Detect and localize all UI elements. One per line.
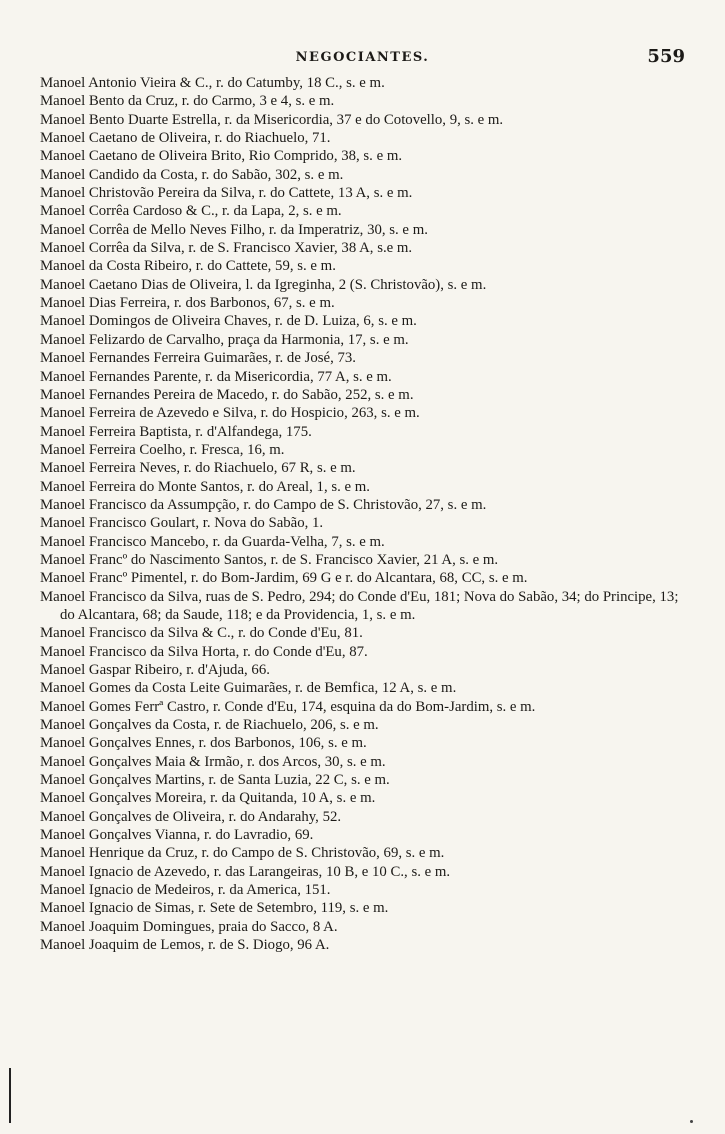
list-item: Manoel Gonçalves da Costa, r. de Riachuelo, 206, s. e m. — [40, 717, 379, 734]
list-item: Manoel Ignacio de Azevedo, r. das Larangeiras, 10 B, e 10 C., s. e m. — [40, 863, 451, 880]
list-item: Manoel da Costa Ribeiro, r. do Cattete, 59, s. e m. — [40, 258, 336, 275]
list-item: Manoel Ferreira do Monte Santos, r. do Areal, 1, s. e m. — [40, 478, 370, 495]
list-item: Manoel Dias Ferreira, r. dos Barbonos, 67, s. e m. — [40, 295, 335, 312]
list-item: Manoel Joaquim Domingues, praia do Sacco, 8 A. — [40, 918, 338, 935]
list-item: Manoel Ferreira Coelho, r. Fresca, 16, m. — [40, 441, 285, 458]
list-item: Manoel Francisco da Assumpção, r. do Campo de S. Christovão, 27, s. e m. — [40, 496, 487, 513]
list-item: Manoel Corrêa Cardoso & C., r. da Lapa, 2, s. e m. — [40, 203, 342, 220]
list-item: Manoel Fernandes Pereira de Macedo, r. do Sabão, 252, s. e m. — [40, 386, 414, 403]
margin-rule — [9, 1068, 11, 1123]
list-item: Manoel Fernandes Ferreira Guimarães, r. de José, 73. — [40, 350, 356, 367]
list-item: Manoel Francisco da Silva, ruas de S. Pedro, 294; do Conde d'Eu, 181; Nova do Sabão, 34; do Principe, 13; do Alcantara, 68; da Saude, 118; e da Providencia, 1, s. e m. — [40, 588, 679, 623]
list-item: Manoel Francisco da Silva & C., r. do Conde d'Eu, 81. — [40, 625, 363, 642]
list-item: Manoel Gaspar Ribeiro, r. d'Ajuda, 66. — [40, 662, 270, 678]
page-number: 559 — [647, 46, 685, 67]
list-item: Manoel Fernandes Parente, r. da Misericordia, 77 A, s. e m. — [40, 368, 392, 385]
merchant-list — [40, 74, 685, 955]
list-item: Manoel Gonçalves Vianna, r. do Lavradio, 69. — [40, 827, 314, 844]
list-item: Manoel Christovão Pereira da Silva, r. do Cattete, 13 A, s. e m. — [40, 185, 413, 202]
list-item: Manoel Gonçalves Maia & Irmão, r. dos Arcos, 30, s. e m. — [40, 753, 386, 770]
list-item: Manoel Joaquim de Lemos, r. de S. Diogo, 96 A. — [40, 937, 330, 954]
list-item: Manoel Corrêa da Silva, r. de S. Francisco Xavier, 38 A, s.e m. — [40, 240, 413, 257]
list-item: Manoel Felizardo de Carvalho, praça da Harmonia, 17, s. e m. — [40, 331, 409, 348]
list-item: Manoel Gonçalves Moreira, r. da Quitanda, 10 A, s. e m. — [40, 790, 376, 807]
list-item: Manoel Ferreira Baptista, r. d'Alfandega, 175. — [40, 423, 312, 440]
list-item: Manoel Gomes Ferrª Castro, r. Conde d'Eu, 174, esquina da do Bom-Jardim, s. e m. — [40, 698, 536, 715]
list-item: Manoel Henrique da Cruz, r. do Campo de S. Christovão, 69, s. e m. — [40, 845, 445, 862]
list-item: Manoel Gonçalves Martins, r. de Santa Luzia, 22 C, s. e m. — [40, 772, 390, 789]
list-item: Manoel Corrêa de Mello Neves Filho, r. da Imperatriz, 30, s. e m. — [40, 221, 428, 238]
page-header — [40, 46, 685, 72]
list-item: Manoel Francisco Mancebo, r. da Guarda-Velha, 7, s. e m. — [40, 533, 385, 550]
list-item: Manoel Bento da Cruz, r. do Carmo, 3 e 4, s. e m. — [40, 93, 335, 110]
list-item: Manoel Francº Pimentel, r. do Bom-Jardim, 69 G e r. do Alcantara, 68, CC, s. e m. — [40, 570, 528, 587]
list-item: Manoel Gonçalves de Oliveira, r. do Andarahy, 52. — [40, 808, 342, 825]
running-title: NEGOCIANTES. — [295, 50, 430, 65]
list-item: Manoel Caetano de Oliveira, r. do Riachuelo, 71. — [40, 130, 331, 147]
list-item: Manoel Caetano de Oliveira Brito, Rio Comprido, 38, s. e m. — [40, 148, 403, 165]
list-item: Manoel Antonio Vieira & C., r. do Catumby, 18 C., s. e m. — [40, 75, 385, 91]
list-item: Manoel Francisco Goulart, r. Nova do Sabão, 1. — [40, 515, 324, 532]
list-item: Manoel Domingos de Oliveira Chaves, r. de D. Luiza, 6, s. e m. — [40, 313, 417, 330]
list-item: Manoel Gonçalves Ennes, r. dos Barbonos, 106, s. e m. — [40, 735, 367, 752]
list-item: Manoel Ferreira Neves, r. do Riachuelo, 67 R, s. e m. — [40, 460, 356, 477]
list-item: Manoel Ferreira de Azevedo e Silva, r. do Hospicio, 263, s. e m. — [40, 405, 420, 422]
paper-speck — [690, 1120, 693, 1123]
list-item: Manoel Francisco da Silva Horta, r. do Conde d'Eu, 87. — [40, 643, 368, 660]
list-item: Manoel Candido da Costa, r. do Sabão, 302, s. e m. — [40, 166, 344, 183]
list-item: Manoel Gomes da Costa Leite Guimarães, r. de Bemfica, 12 A, s. e m. — [40, 680, 457, 697]
list-item: Manoel Ignacio de Medeiros, r. da America, 151. — [40, 882, 331, 899]
list-item: Manoel Bento Duarte Estrella, r. da Misericordia, 37 e do Cotovello, 9, s. e m. — [40, 111, 504, 128]
list-item: Manoel Caetano Dias de Oliveira, l. da Igreginha, 2 (S. Christovão), s. e m. — [40, 276, 487, 293]
list-item: Manoel Francº do Nascimento Santos, r. de S. Francisco Xavier, 21 A, s. e m. — [40, 551, 499, 568]
list-item: Manoel Ignacio de Simas, r. Sete de Setembro, 119, s. e m. — [40, 900, 389, 917]
